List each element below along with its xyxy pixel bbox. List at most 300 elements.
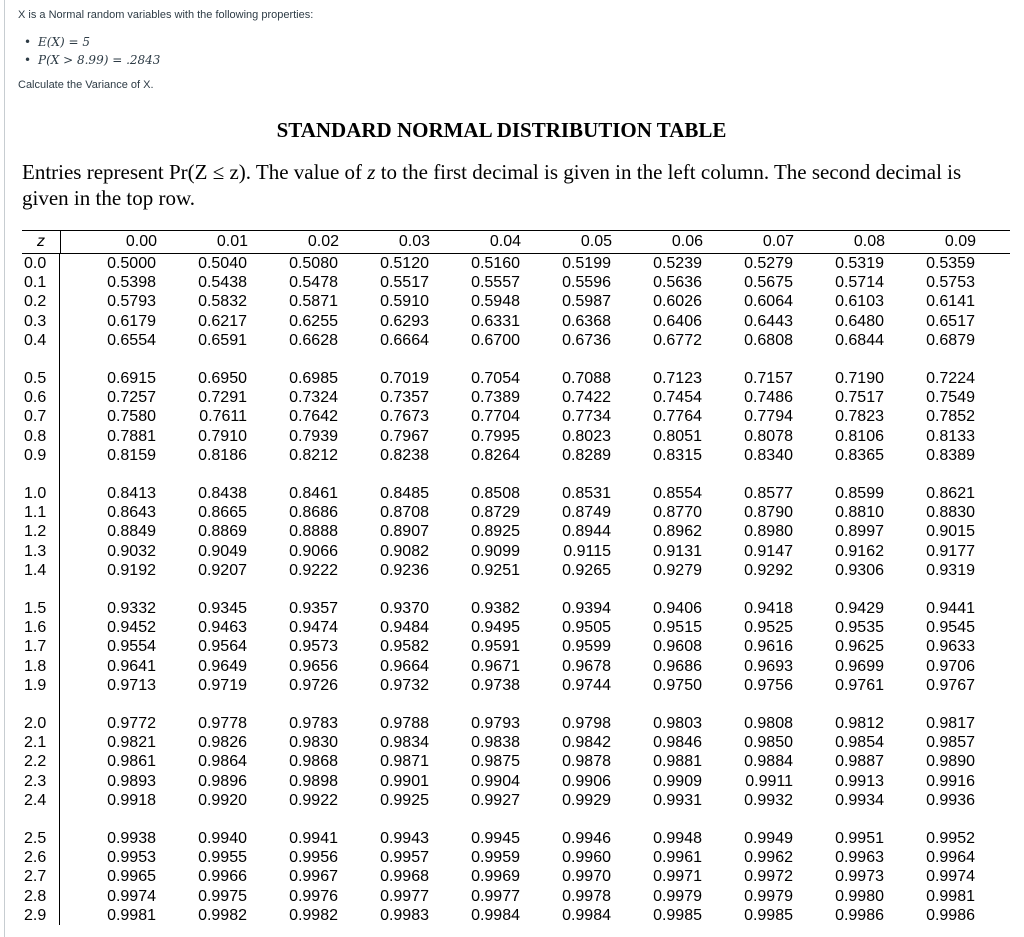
table-cell: 0.9826 <box>198 734 247 752</box>
table-cell: 0.9788 <box>380 715 429 733</box>
table-cell: 0.9946 <box>562 830 611 848</box>
column-header: 0.05 <box>580 233 612 250</box>
table-cell: 0.9916 <box>926 772 975 790</box>
z-row-label: 0.2 <box>24 293 47 311</box>
table-cell: 0.8980 <box>744 523 793 541</box>
property-item <box>24 33 160 51</box>
z-row-label: 1.8 <box>24 657 47 675</box>
table-cell: 0.9207 <box>198 561 247 579</box>
table-row <box>60 292 1010 311</box>
table-row <box>60 503 1010 522</box>
table-cell: 0.9982 <box>289 906 338 924</box>
table-row <box>60 733 1010 752</box>
table-cell: 0.9861 <box>107 753 156 771</box>
table-cell: 0.6293 <box>380 312 429 330</box>
z-row-label: 0.1 <box>24 274 47 292</box>
table-cell: 0.8531 <box>562 485 611 503</box>
value-grid <box>60 254 1010 925</box>
table-row <box>60 791 1010 810</box>
table-row <box>60 752 1010 771</box>
table-cell: 0.9345 <box>198 600 247 618</box>
table-cell: 0.6736 <box>562 331 611 349</box>
table-cell: 0.9306 <box>835 561 884 579</box>
table-cell: 0.9573 <box>289 638 338 656</box>
table-cell: 0.9664 <box>380 657 429 675</box>
table-cell: 0.9931 <box>653 791 702 809</box>
table-cell: 0.9633 <box>926 638 975 656</box>
column-header: 0.08 <box>853 233 885 250</box>
table-cell: 0.9978 <box>562 887 611 905</box>
table-cell: 0.9429 <box>835 600 884 618</box>
table-cell: 0.6915 <box>107 370 156 388</box>
table-cell: 0.5279 <box>744 255 793 272</box>
table-cell: 0.8289 <box>562 446 611 464</box>
table-cell: 0.7611 <box>199 408 247 426</box>
table-cell: 0.8621 <box>926 485 975 503</box>
table-cell: 0.9963 <box>835 849 884 867</box>
table-cell: 0.8708 <box>380 504 429 522</box>
table-cell: 0.9932 <box>744 791 793 809</box>
table-cell: 0.9505 <box>562 619 611 637</box>
table-cell: 0.5120 <box>380 255 429 272</box>
table-cell: 0.7910 <box>198 427 247 445</box>
table-cell: 0.5239 <box>653 255 702 272</box>
table-cell: 0.9854 <box>835 734 884 752</box>
table-cell: 0.9162 <box>835 542 884 560</box>
table-cell: 0.9941 <box>289 830 338 848</box>
table-cell: 0.9719 <box>198 676 247 694</box>
table-cell: 0.9608 <box>653 638 702 656</box>
table-cell: 0.9830 <box>289 734 338 752</box>
table-cell: 0.8186 <box>198 446 247 464</box>
table-cell: 0.7019 <box>380 370 429 388</box>
table-cell: 0.9495 <box>471 619 520 637</box>
table-cell: 0.8643 <box>107 504 156 522</box>
table-cell: 0.9913 <box>835 772 884 790</box>
table-row <box>60 906 1010 925</box>
table-cell: 0.9977 <box>380 887 429 905</box>
property-item <box>24 51 160 69</box>
table-row <box>60 714 1010 733</box>
table-cell: 0.8686 <box>289 504 338 522</box>
table-cell: 0.8340 <box>744 446 793 464</box>
z-row-label: 0.7 <box>24 408 47 426</box>
table-cell: 0.8665 <box>198 504 247 522</box>
table-cell: 0.8554 <box>653 485 702 503</box>
table-cell: 0.8078 <box>744 427 793 445</box>
table-cell: 0.9929 <box>562 791 611 809</box>
expected-value-expr: E(X) = 5 <box>38 35 90 49</box>
table-cell: 0.9961 <box>653 849 702 867</box>
z-row-label: 2.5 <box>24 830 47 848</box>
table-cell: 0.9599 <box>562 638 611 656</box>
table-cell: 0.9554 <box>107 638 156 656</box>
table-cell: 0.9686 <box>653 657 702 675</box>
table-cell: 0.9418 <box>744 600 793 618</box>
table-cell: 0.9525 <box>744 619 793 637</box>
z-row-label: 2.0 <box>24 715 47 733</box>
z-row-label: 2.8 <box>24 887 47 905</box>
table-cell: 0.6591 <box>198 331 247 349</box>
z-row-label: 2.2 <box>24 753 47 771</box>
table-cell: 0.9977 <box>471 887 520 905</box>
table-cell: 0.9236 <box>380 561 429 579</box>
table-cell: 0.8133 <box>926 427 975 445</box>
table-cell: 0.9962 <box>744 849 793 867</box>
table-cell: 0.7734 <box>562 408 611 426</box>
table-description <box>22 159 972 211</box>
table-cell: 0.9964 <box>926 849 975 867</box>
table-cell: 0.8907 <box>380 523 429 541</box>
table-cell: 0.9896 <box>198 772 247 790</box>
table-cell: 0.8485 <box>380 485 429 503</box>
table-cell: 0.5398 <box>107 274 156 292</box>
table-cell: 0.8051 <box>653 427 702 445</box>
header-row <box>22 230 1010 254</box>
table-cell: 0.9279 <box>653 561 702 579</box>
table-cell: 0.7123 <box>653 370 702 388</box>
desc-part-1: Entries represent Pr(Z ≤ z). The value of <box>22 160 368 184</box>
table-cell: 0.5000 <box>107 255 156 272</box>
table-row <box>60 829 1010 848</box>
table-cell: 0.6255 <box>289 312 338 330</box>
z-row-label: 1.1 <box>24 504 47 522</box>
table-cell: 0.9986 <box>835 906 884 924</box>
z-row-label: 2.6 <box>24 849 47 867</box>
table-cell: 0.9535 <box>835 619 884 637</box>
table-row <box>60 312 1010 331</box>
column-headers <box>61 231 976 253</box>
table-cell: 0.9934 <box>835 791 884 809</box>
table-cell: 0.9838 <box>471 734 520 752</box>
table-cell: 0.9591 <box>471 638 520 656</box>
z-row-label: 2.3 <box>24 772 47 790</box>
z-row-label: 0.3 <box>24 312 47 330</box>
table-cell: 0.9968 <box>380 868 429 886</box>
table-cell: 0.7054 <box>471 370 520 388</box>
table-row <box>60 848 1010 867</box>
z-row-label: 1.6 <box>24 619 47 637</box>
table-cell: 0.9382 <box>471 600 520 618</box>
table-cell: 0.8106 <box>835 427 884 445</box>
table-cell: 0.9726 <box>289 676 338 694</box>
z-column <box>22 254 60 925</box>
table-cell: 0.9049 <box>198 542 247 560</box>
table-cell: 0.9625 <box>835 638 884 656</box>
table-cell: 0.6179 <box>107 312 156 330</box>
table-cell: 0.6480 <box>835 312 884 330</box>
table-cell: 0.9936 <box>926 791 975 809</box>
table-cell: 0.9319 <box>926 561 975 579</box>
table-cell: 0.9948 <box>653 830 702 848</box>
table-cell: 0.5596 <box>562 274 611 292</box>
table-cell: 0.5832 <box>198 293 247 311</box>
table-cell: 0.9966 <box>198 868 247 886</box>
table-cell: 0.9965 <box>107 868 156 886</box>
table-cell: 0.9222 <box>289 561 338 579</box>
table-cell: 0.9904 <box>471 772 520 790</box>
table-cell: 0.9616 <box>744 638 793 656</box>
table-cell: 0.7357 <box>380 389 429 407</box>
table-cell: 0.9857 <box>926 734 975 752</box>
z-row-label: 1.7 <box>24 638 47 656</box>
table-cell: 0.9394 <box>562 600 611 618</box>
z-table <box>22 230 1010 925</box>
table-cell: 0.6517 <box>926 312 975 330</box>
table-cell: 0.5040 <box>198 255 247 272</box>
table-cell: 0.6331 <box>471 312 520 330</box>
table-title: STANDARD NORMAL DISTRIBUTION TABLE <box>276 118 727 142</box>
table-cell: 0.7995 <box>471 427 520 445</box>
z-column-header: z <box>22 231 61 253</box>
table-cell: 0.9951 <box>835 830 884 848</box>
table-cell: 0.9656 <box>289 657 338 675</box>
table-cell: 0.8830 <box>926 504 975 522</box>
column-header: 0.04 <box>489 233 521 250</box>
table-cell: 0.6217 <box>198 312 247 330</box>
table-cell: 0.9975 <box>198 887 247 905</box>
table-cell: 0.7324 <box>289 389 338 407</box>
table-cell: 0.9131 <box>653 542 702 560</box>
table-cell: 0.9974 <box>107 887 156 905</box>
table-cell: 0.9949 <box>744 830 793 848</box>
table-cell: 0.9985 <box>653 906 702 924</box>
table-cell: 0.7257 <box>107 389 156 407</box>
table-cell: 0.8997 <box>835 523 884 541</box>
table-cell: 0.9909 <box>653 772 702 790</box>
z-row-label: 1.4 <box>24 561 47 579</box>
table-cell: 0.8438 <box>198 485 247 503</box>
table-cell: 0.9984 <box>562 906 611 924</box>
table-cell: 0.9474 <box>289 619 338 637</box>
table-cell: 0.9956 <box>289 849 338 867</box>
table-cell: 0.8925 <box>471 523 520 541</box>
table-cell: 0.9953 <box>107 849 156 867</box>
table-cell: 0.9649 <box>198 657 247 675</box>
column-header: 0.01 <box>216 233 248 250</box>
table-cell: 0.9911 <box>745 772 793 790</box>
table-cell: 0.6950 <box>198 370 247 388</box>
question-intro: X is a Normal random variables with the following properties: <box>18 9 314 21</box>
table-cell: 0.6406 <box>653 312 702 330</box>
z-row-label: 1.2 <box>24 523 47 541</box>
table-cell: 0.9812 <box>835 715 884 733</box>
table-cell: 0.9898 <box>289 772 338 790</box>
table-cell: 0.6700 <box>471 331 520 349</box>
table-row <box>60 676 1010 695</box>
table-cell: 0.8461 <box>289 485 338 503</box>
table-cell: 0.9767 <box>926 676 975 694</box>
table-cell: 0.9744 <box>562 676 611 694</box>
table-cell: 0.8810 <box>835 504 884 522</box>
table-cell: 0.8849 <box>107 523 156 541</box>
table-cell: 0.5793 <box>107 293 156 311</box>
table-cell: 0.7291 <box>198 389 247 407</box>
table-cell: 0.7939 <box>289 427 338 445</box>
table-cell: 0.6628 <box>289 331 338 349</box>
table-cell: 0.9842 <box>562 734 611 752</box>
column-header: 0.03 <box>398 233 430 250</box>
table-row <box>60 772 1010 791</box>
z-row-label: 2.1 <box>24 734 47 752</box>
table-cell: 0.9441 <box>926 600 975 618</box>
table-cell: 0.8365 <box>835 446 884 464</box>
table-cell: 0.5517 <box>380 274 429 292</box>
table-row <box>60 369 1010 388</box>
table-cell: 0.7704 <box>471 408 520 426</box>
table-cell: 0.9671 <box>471 657 520 675</box>
z-row-label: 1.3 <box>24 542 47 560</box>
table-cell: 0.9967 <box>289 868 338 886</box>
table-cell: 0.9982 <box>198 906 247 924</box>
table-row <box>60 887 1010 906</box>
table-cell: 0.9906 <box>562 772 611 790</box>
table-cell: 0.8413 <box>107 485 156 503</box>
table-cell: 0.8770 <box>653 504 702 522</box>
table-cell: 0.9641 <box>107 657 156 675</box>
table-cell: 0.9875 <box>471 753 520 771</box>
table-cell: 0.7967 <box>380 427 429 445</box>
table-cell: 0.7549 <box>926 389 975 407</box>
table-cell: 0.5871 <box>289 293 338 311</box>
table-cell: 0.9980 <box>835 887 884 905</box>
table-cell: 0.7580 <box>107 408 156 426</box>
table-cell: 0.7794 <box>744 408 793 426</box>
table-cell: 0.8749 <box>562 504 611 522</box>
table-cell: 0.9463 <box>198 619 247 637</box>
table-cell: 0.7389 <box>471 389 520 407</box>
table-row <box>60 599 1010 618</box>
table-cell: 0.7190 <box>835 370 884 388</box>
table-cell: 0.9957 <box>380 849 429 867</box>
table-cell: 0.6879 <box>926 331 975 349</box>
table-cell: 0.9761 <box>835 676 884 694</box>
table-cell: 0.5753 <box>926 274 975 292</box>
table-cell: 0.9793 <box>471 715 520 733</box>
table-cell: 0.9834 <box>380 734 429 752</box>
table-cell: 0.5987 <box>562 293 611 311</box>
table-cell: 0.9147 <box>744 542 793 560</box>
table-cell: 0.9756 <box>744 676 793 694</box>
table-cell: 0.5319 <box>835 255 884 272</box>
table-cell: 0.9940 <box>198 830 247 848</box>
table-cell: 0.9981 <box>926 887 975 905</box>
table-cell: 0.9925 <box>380 791 429 809</box>
table-cell: 0.5160 <box>471 255 520 272</box>
table-cell: 0.9868 <box>289 753 338 771</box>
table-cell: 0.9887 <box>835 753 884 771</box>
z-row-label: 0.0 <box>24 255 47 272</box>
table-cell: 0.8238 <box>380 446 429 464</box>
column-header: 0.06 <box>671 233 703 250</box>
table-cell: 0.9115 <box>563 542 611 560</box>
column-header: 0.09 <box>944 233 976 250</box>
table-cell: 0.9955 <box>198 849 247 867</box>
table-cell: 0.9864 <box>198 753 247 771</box>
table-cell: 0.9918 <box>107 791 156 809</box>
table-cell: 0.5636 <box>653 274 702 292</box>
z-row-label: 2.4 <box>24 791 47 809</box>
table-row <box>60 542 1010 561</box>
table-cell: 0.9981 <box>107 906 156 924</box>
table-cell: 0.9015 <box>926 523 975 541</box>
table-cell: 0.9901 <box>380 772 429 790</box>
z-row-label: 0.5 <box>24 370 47 388</box>
table-cell: 0.8315 <box>653 446 702 464</box>
table-cell: 0.6103 <box>835 293 884 311</box>
table-cell: 0.9871 <box>380 753 429 771</box>
table-cell: 0.9192 <box>107 561 156 579</box>
table-cell: 0.6141 <box>926 293 975 311</box>
table-cell: 0.9976 <box>289 887 338 905</box>
table-cell: 0.9750 <box>653 676 702 694</box>
table-cell: 0.9881 <box>653 753 702 771</box>
table-cell: 0.9292 <box>744 561 793 579</box>
table-cell: 0.9713 <box>107 676 156 694</box>
table-cell: 0.8729 <box>471 504 520 522</box>
table-row <box>60 867 1010 886</box>
table-cell: 0.5080 <box>289 255 338 272</box>
normal-table-image <box>14 112 1014 937</box>
z-row-label: 1.9 <box>24 676 47 694</box>
table-cell: 0.7764 <box>653 408 702 426</box>
table-cell: 0.7454 <box>653 389 702 407</box>
table-cell: 0.9370 <box>380 600 429 618</box>
table-cell: 0.9699 <box>835 657 884 675</box>
table-row <box>60 484 1010 503</box>
table-cell: 0.9082 <box>380 542 429 560</box>
table-cell: 0.7642 <box>289 408 338 426</box>
table-cell: 0.8212 <box>289 446 338 464</box>
table-cell: 0.9985 <box>744 906 793 924</box>
table-cell: 0.8944 <box>562 523 611 541</box>
table-cell: 0.9972 <box>744 868 793 886</box>
table-cell: 0.9066 <box>289 542 338 560</box>
table-cell: 0.9582 <box>380 638 429 656</box>
table-cell: 0.9974 <box>926 868 975 886</box>
z-row-label: 1.0 <box>24 485 47 503</box>
table-cell: 0.6844 <box>835 331 884 349</box>
table-cell: 0.9678 <box>562 657 611 675</box>
table-cell: 0.6443 <box>744 312 793 330</box>
table-cell: 0.5557 <box>471 274 520 292</box>
table-cell: 0.9922 <box>289 791 338 809</box>
bullet-icon: • <box>24 35 32 49</box>
table-cell: 0.9693 <box>744 657 793 675</box>
table-cell: 0.9452 <box>107 619 156 637</box>
table-cell: 0.8159 <box>107 446 156 464</box>
table-cell: 0.9973 <box>835 868 884 886</box>
table-cell: 0.9970 <box>562 868 611 886</box>
table-cell: 0.8599 <box>835 485 884 503</box>
table-row <box>60 407 1010 426</box>
table-cell: 0.8888 <box>289 523 338 541</box>
table-cell: 0.9846 <box>653 734 702 752</box>
table-row <box>60 637 1010 656</box>
table-cell: 0.7852 <box>926 408 975 426</box>
table-cell: 0.9943 <box>380 830 429 848</box>
column-header: 0.02 <box>307 233 339 250</box>
z-row-label: 2.9 <box>24 906 47 924</box>
table-cell: 0.8508 <box>471 485 520 503</box>
z-row-label: 1.5 <box>24 600 47 618</box>
table-row <box>60 273 1010 292</box>
table-cell: 0.9732 <box>380 676 429 694</box>
content-left-border <box>4 0 5 937</box>
table-cell: 0.9959 <box>471 849 520 867</box>
table-cell: 0.6064 <box>744 293 793 311</box>
table-cell: 0.7224 <box>926 370 975 388</box>
